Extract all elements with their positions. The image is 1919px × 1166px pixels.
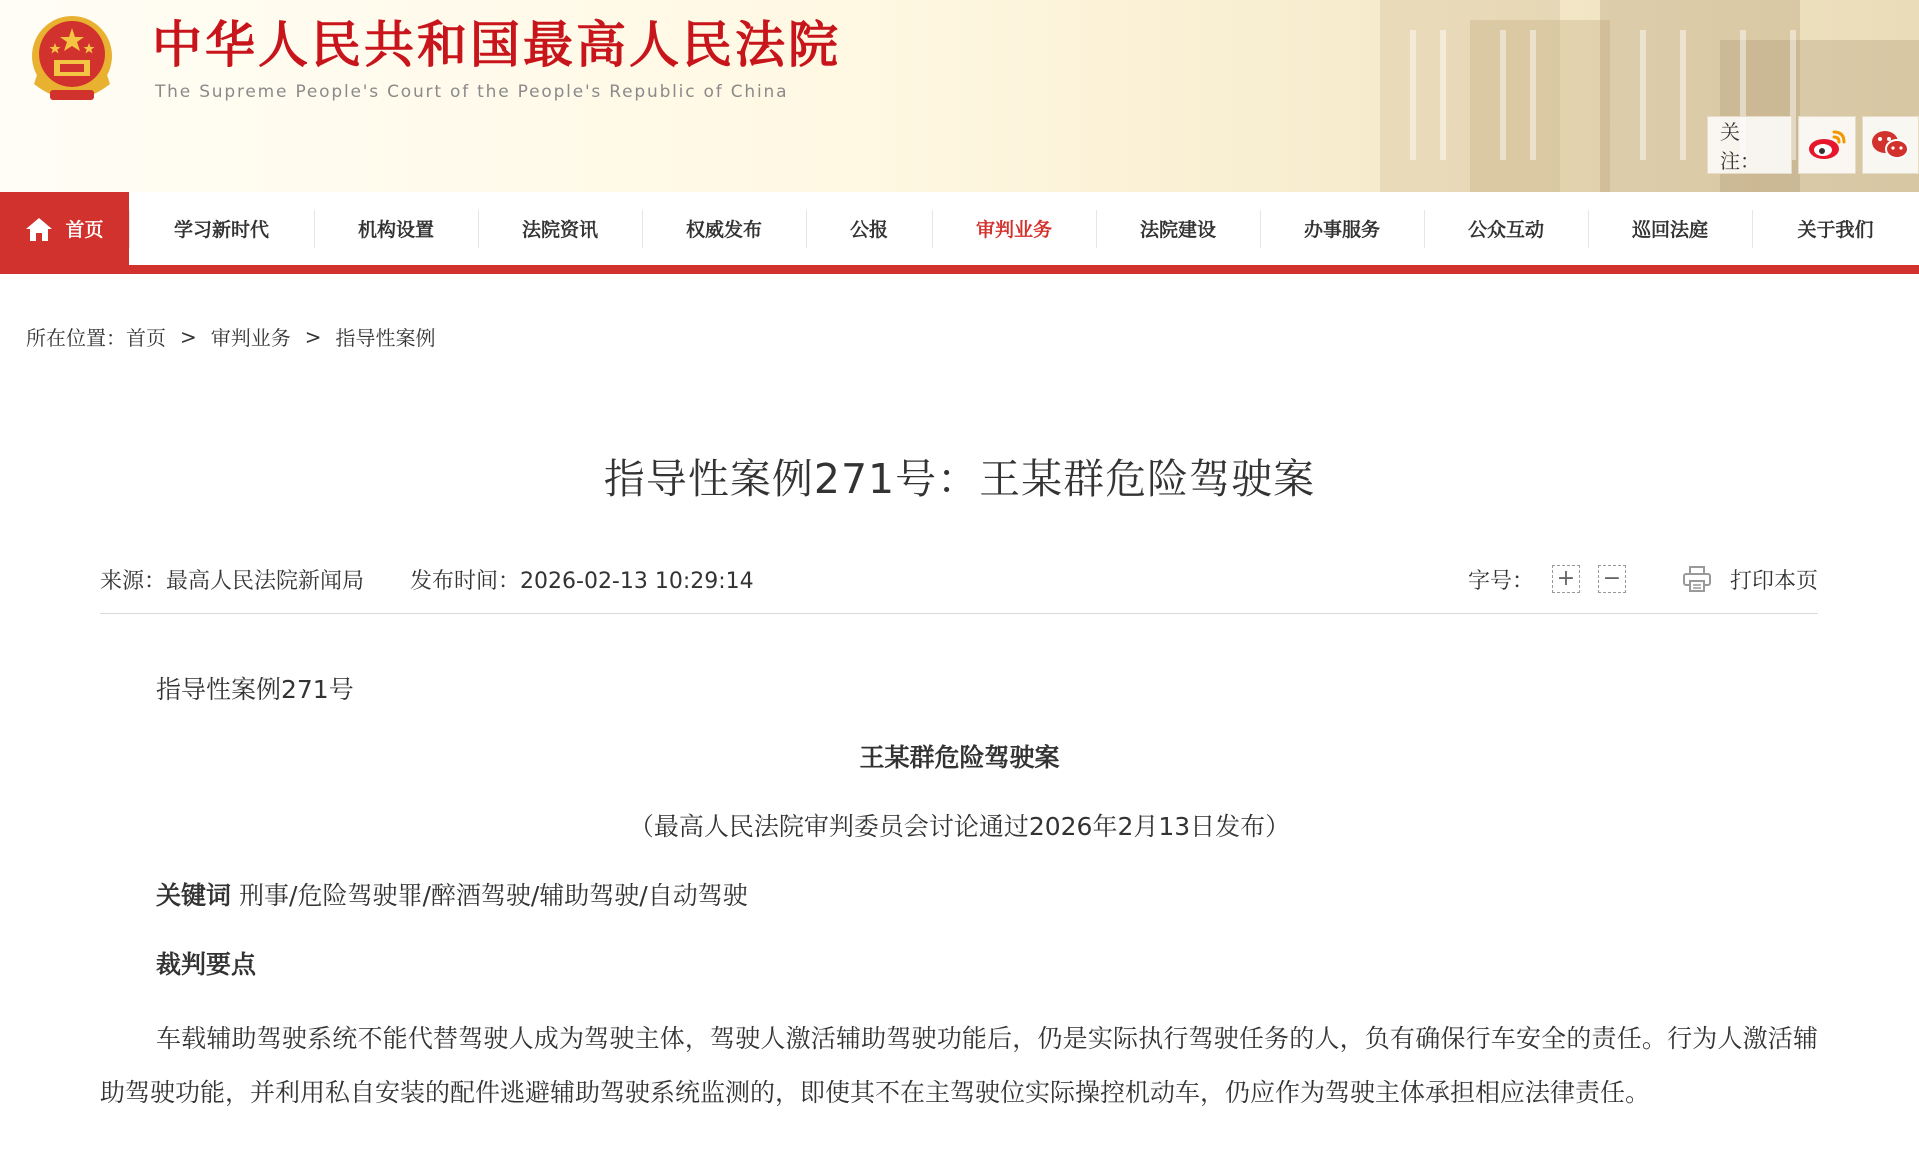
- nav-item-label: 法院资讯: [521, 219, 598, 241]
- home-icon: [25, 216, 53, 242]
- article-meta: [100, 562, 1818, 596]
- font-size-label: 字号：: [1467, 568, 1534, 594]
- wechat-button[interactable]: [1862, 116, 1919, 174]
- article-title: 指导性案例271号：王某群危险驾驶案: [603, 455, 1316, 503]
- nav-item-releases[interactable]: [642, 192, 806, 265]
- printer-icon: [1682, 565, 1712, 593]
- breadcrumb-separator: >: [180, 324, 197, 349]
- nav-item-about[interactable]: [1752, 192, 1919, 265]
- section-title: 裁判要点: [156, 950, 257, 979]
- national-emblem-icon[interactable]: [24, 10, 120, 110]
- header-building-decoration: [1470, 20, 1610, 192]
- nav-item-trial-business[interactable]: [932, 192, 1096, 265]
- nav-item-label: 关于我们: [1797, 219, 1874, 241]
- case-number: 指导性案例271号: [156, 675, 354, 704]
- nav-item-label: 巡回法庭: [1631, 219, 1708, 241]
- publication-note: （最高人民法院审判委员会讨论通过2026年2月13日发布）: [628, 812, 1291, 841]
- case-name: 王某群危险驾驶案: [859, 743, 1060, 772]
- nav-item-interaction[interactable]: [1424, 192, 1588, 265]
- nav-item-gazette[interactable]: [806, 192, 932, 265]
- nav-item-label: 法院建设: [1139, 219, 1216, 241]
- breadcrumb-home-link[interactable]: 首页: [126, 326, 166, 350]
- nav-item-home[interactable]: [0, 192, 129, 265]
- breadcrumb-trial-link[interactable]: 审判业务: [210, 326, 291, 350]
- article-source: 来源：最高人民法院新闻局: [100, 568, 365, 594]
- breadcrumb-cases-link[interactable]: 指导性案例: [335, 326, 436, 350]
- weibo-button[interactable]: [1798, 116, 1855, 174]
- weibo-icon: [1807, 128, 1847, 162]
- site-header: [0, 0, 1919, 192]
- keywords-label: 关键词: [156, 881, 232, 910]
- nav-item-organization[interactable]: [314, 192, 478, 265]
- font-increase-button[interactable]: +: [1552, 565, 1580, 593]
- site-title[interactable]: 中华人民共和国最高人民法院: [152, 16, 841, 74]
- breadcrumb-separator: >: [304, 324, 322, 349]
- nav-item-label: 审判业务: [975, 219, 1052, 241]
- nav-item-label: 公众互动: [1467, 219, 1544, 241]
- nav-item-label: 公报: [849, 219, 888, 241]
- nav-item-label: 机构设置: [357, 219, 434, 241]
- wechat-icon: [1870, 128, 1910, 162]
- breadcrumb: [26, 322, 436, 351]
- nav-item-court-news[interactable]: [478, 192, 642, 265]
- nav-item-services[interactable]: [1260, 192, 1424, 265]
- keywords-line: [156, 876, 1874, 912]
- nav-item-court-building[interactable]: [1096, 192, 1260, 265]
- article-paragraph: 车载辅助驾驶系统不能代替驾驶人成为驾驶主体，驾驶人激活辅助驾驶功能后，仍是实际执行驾驶任务的人，负有确保行车安全的责任。行为人激活辅助驾驶功能，并利用私自安装的配件逃避辅助驾驶系统监测的，即使其不在主驾驶位实际操控机动车，仍应作为驾驶主体承担相应法律责任。: [100, 1024, 1818, 1107]
- print-label: 打印本页: [1729, 568, 1818, 594]
- nav-item-study[interactable]: [129, 192, 314, 265]
- nav-item-label: 权威发布: [685, 219, 762, 241]
- nav-item-label: 学习新时代: [173, 219, 269, 241]
- nav-underline: [0, 265, 1919, 274]
- meta-divider: [100, 613, 1818, 614]
- font-decrease-button[interactable]: −: [1598, 565, 1626, 593]
- site-subtitle: The Supreme People's Court of the People's Republic of China: [155, 82, 789, 102]
- breadcrumb-prefix: 所在位置：: [26, 326, 126, 350]
- main-nav: [0, 192, 1919, 265]
- nav-item-label: 办事服务: [1303, 219, 1380, 241]
- article-publish-time: 发布时间：2026-02-13 10:29:14: [410, 568, 754, 594]
- follow-bar: [1707, 117, 1919, 173]
- nav-item-label: 首页: [65, 219, 104, 241]
- print-button[interactable]: [1682, 564, 1818, 595]
- nav-item-circuit-courts[interactable]: [1588, 192, 1752, 265]
- keywords-text: 刑事/危险驾驶罪/醉酒驾驶/辅助驾驶/自动驾驶: [239, 881, 748, 910]
- follow-label: 关注：: [1707, 116, 1792, 174]
